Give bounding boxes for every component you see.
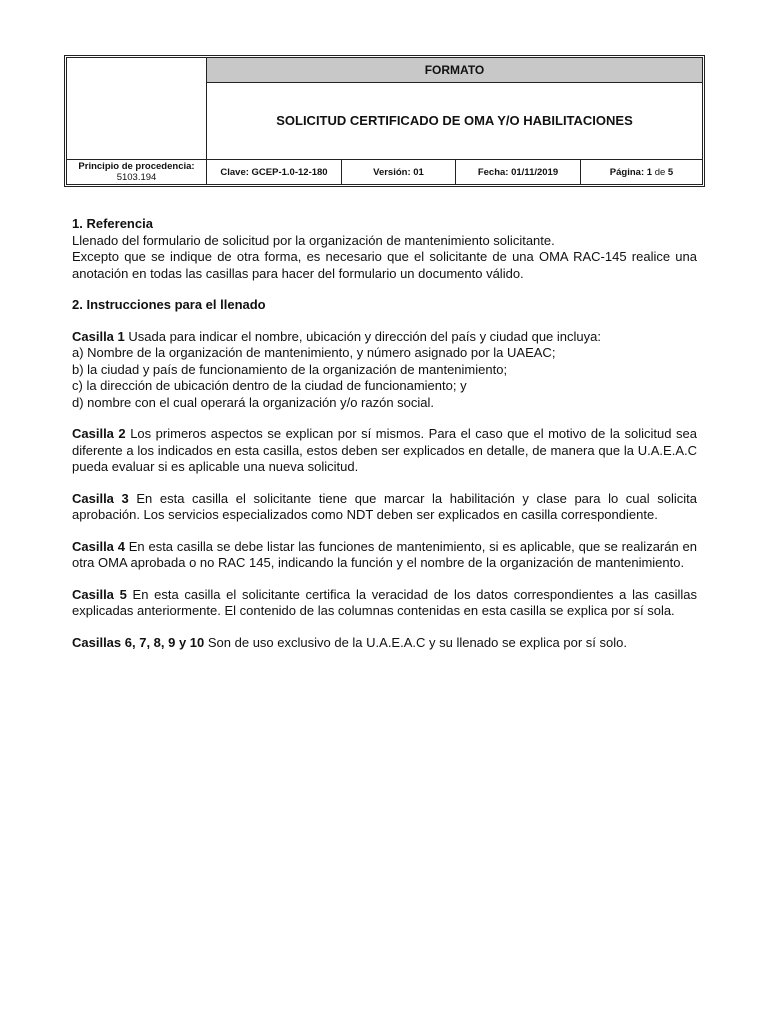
principio-cell [67,160,207,184]
version-cell: Versión: 01 [342,160,456,184]
casillas-6-10-paragraph [72,635,697,652]
section-referencia [72,216,697,282]
casilla-3-label: Casilla 3 [72,490,129,506]
section-1-line-1: Llenado del formulario de solicitud por la organización de mantenimiento solicitante. [72,232,555,248]
casilla-5-paragraph [72,587,697,620]
document-title: SOLICITUD CERTIFICADO DE OMA Y/O HABILITACIONES [276,113,633,128]
casilla-5-text: En esta casilla el solicitante certifica la veracidad de los datos correspondientes a las casillas explicadas anteriormente. El contenido de las columnas contenidas en esta casilla se explica por sí sola. [72,586,697,618]
casilla-2-text: Los primeros aspectos se explican por sí mismos. Para el caso que el motivo de la solicitud sea diferente a los indicados en esta casilla, estos deben ser explicados en detalle, de manera que la U.A.E.A.C pueda evaluar si es aplicable una nueva solicitud. [72,426,697,474]
casilla-5-label: Casilla 5 [72,586,127,602]
section-2-heading: 2. Instrucciones para el llenado [72,297,266,312]
fecha-cell: Fecha: 01/11/2019 [456,160,581,184]
casillas-6-10-text: Son de uso exclusivo de la U.A.E.A.C y su llenado se explica por sí solo. [204,634,627,650]
pagina-de: de [654,166,666,178]
casilla-4-label: Casilla 4 [72,538,125,554]
document-body [72,216,697,666]
casilla-4-paragraph [72,539,697,572]
logo-cell [67,58,207,159]
casilla-1-item-c: c) la dirección de ubicación dentro de la ciudad de funcionamiento; y [72,378,467,393]
pagina-num: 1 [646,166,653,178]
section-instrucciones [72,297,697,314]
casilla-1-item-a: a) Nombre de la organización de mantenimiento, y número asignado por la UAEAC; [72,345,556,360]
casilla-2-label: Casilla 2 [72,426,126,441]
casilla-3-text: En esta casilla el solicitante tiene que marcar la habilitación y clase para lo cual solicita aprobación. Los servicios especializados como NDT deben ser explicados en casilla correspondiente. [72,490,697,522]
document-header-table [64,55,705,187]
principio-value: 5103.194 [116,172,157,183]
casilla-1-text: Usada para indicar el nombre, ubicación y dirección del país y ciudad que incluya: [124,328,601,344]
casilla-4-text: En esta casilla se debe listar las funciones de mantenimiento, si es aplicable, que se realizarán en otra OMA aprobada o no RAC 145, indicando la función y el nombre de la organización de mantenimiento. [72,538,697,570]
casilla-1-item-d: d) nombre con el cual operará la organización y/o razón social. [72,394,435,410]
format-label: FORMATO [207,58,702,83]
pagina-cell [581,160,702,184]
pagina-total: 5 [667,166,674,178]
casillas-6-10-label: Casillas 6, 7, 8, 9 y 10 [72,634,205,650]
section-1-line-2: Excepto que se indique de otra forma, es necesario que el solicitante de una OMA RAC-145 realice una anotación en todas las casillas para hacer del formulario un documento válido. [72,249,697,281]
casilla-1-label: Casilla 1 [72,328,125,344]
header-meta-row [67,159,702,184]
principio-label: Principio de procedencia: [78,161,195,172]
casilla-1-paragraph [72,329,697,412]
clave-cell: Clave: GCEP-1.0-12-180 [207,160,342,184]
casilla-1-item-b: b) la ciudad y país de funcionamiento de la organización de mantenimiento; [72,361,508,377]
pagina-label: Página: [609,166,645,178]
casilla-3-paragraph [72,491,697,524]
casilla-2-paragraph [72,426,697,476]
section-1-heading: 1. Referencia [72,216,153,231]
